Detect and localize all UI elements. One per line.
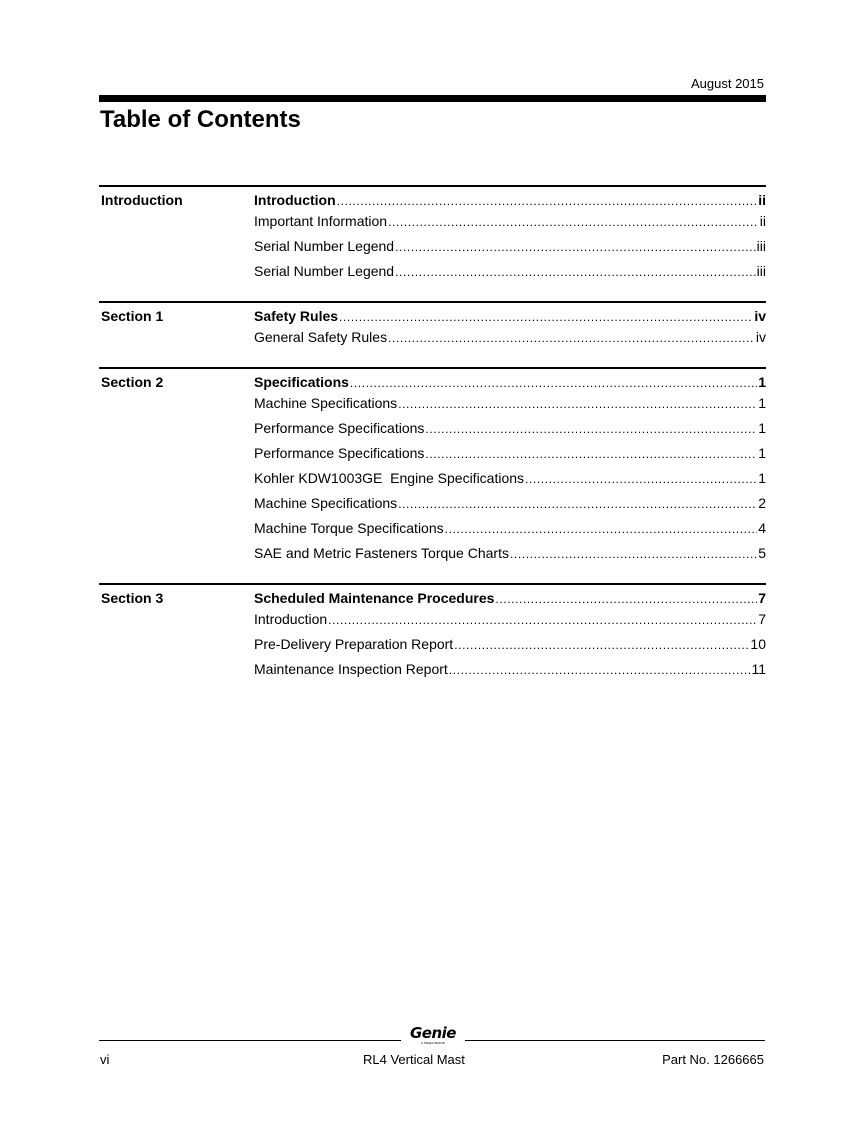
toc-entry[interactable] [254,635,766,660]
toc-entry-title: Machine Specifications [254,495,398,511]
section-label: Section 3 [101,590,164,606]
toc-entry-page: 4 [758,520,766,536]
dot-leader [398,394,757,414]
toc-entry[interactable] [254,494,766,519]
toc-section-introduction [99,185,766,287]
toc-section-1 [99,301,766,353]
toc-entry-page: ii [759,213,766,229]
section-label: Section 1 [101,308,164,324]
toc-entry-title: Kohler KDW1003GE Engine Specifications [254,470,525,486]
dot-leader [525,469,757,489]
toc-entry[interactable] [254,589,766,610]
section-entries [254,369,766,569]
section-entries [254,187,766,287]
page-title: Table of Contents [100,106,301,133]
toc-entry-title: Performance Specifications [254,445,425,461]
toc-entry-page: iv [755,329,766,345]
dot-leader [425,444,757,464]
toc-entry[interactable] [254,394,766,419]
toc-entry-title: Scheduled Maintenance Procedures [254,590,495,606]
toc-entry-page: 7 [758,611,766,627]
logo-text: Genie [410,1024,456,1042]
dot-leader [445,519,758,539]
toc-entry-title: Serial Number Legend [254,263,395,279]
dot-leader [388,328,755,348]
dot-leader [395,262,756,282]
toc-entry-title: SAE and Metric Fasteners Torque Charts [254,545,509,561]
toc-entry-page: 1 [758,420,766,436]
toc-entry-title: General Safety Rules [254,329,388,345]
toc-entry-title: Safety Rules [254,308,339,324]
toc-entry[interactable] [254,237,766,262]
toc-entry-page: 7 [758,590,766,606]
toc-entry[interactable] [254,262,766,287]
toc-entry-title: Performance Specifications [254,420,425,436]
dot-leader [449,660,751,680]
toc-entry[interactable] [254,328,766,353]
dot-leader [395,237,756,257]
toc-entry[interactable] [254,660,766,685]
toc-entry-page: 10 [750,636,766,652]
toc-entry-page: 1 [758,395,766,411]
footer-rule [99,1040,401,1041]
footer-rule [465,1040,765,1041]
toc-entry[interactable] [254,212,766,237]
toc-entry-title: Important Information [254,213,388,229]
toc-entry[interactable] [254,519,766,544]
dot-leader [388,212,759,232]
dot-leader [328,610,757,630]
toc-entry-title: Maintenance Inspection Report [254,661,448,677]
toc-entry[interactable] [254,191,766,212]
toc-entry[interactable] [254,307,766,328]
section-label: Introduction [101,192,183,208]
toc-entry-page: 5 [758,545,766,561]
top-rule [99,95,766,102]
genie-logo [406,1026,460,1045]
toc-entry-title: Specifications [254,374,349,390]
toc-entry[interactable] [254,544,766,569]
toc-entry-page: 1 [758,470,766,486]
dot-leader [495,589,757,609]
toc-entry-title: Introduction [254,192,336,208]
dot-leader [398,494,757,514]
toc-entry-page: 1 [758,374,766,390]
toc-entry-page: iv [754,308,766,324]
header-date: August 2015 [690,76,764,91]
dot-leader [454,635,749,655]
toc-entry[interactable] [254,419,766,444]
footer-page-number: vi [100,1052,110,1067]
section-label: Section 2 [101,374,164,390]
toc-entry-page: 2 [758,495,766,511]
toc-entry-page: 1 [758,445,766,461]
toc-entry-page: ii [758,192,766,208]
toc-entry-title: Serial Number Legend [254,238,395,254]
toc-entry-title: Introduction [254,611,328,627]
table-of-contents [99,185,766,699]
toc-entry-page: 11 [751,661,766,677]
toc-entry-title: Machine Specifications [254,395,398,411]
footer-document-name: RL4 Vertical Mast [363,1052,465,1067]
toc-entry[interactable] [254,444,766,469]
toc-entry[interactable] [254,373,766,394]
toc-entry[interactable] [254,610,766,635]
toc-entry-title: Machine Torque Specifications [254,520,444,536]
toc-section-2 [99,367,766,569]
toc-entry-title: Pre-Delivery Preparation Report [254,636,454,652]
toc-section-3 [99,583,766,685]
dot-leader [337,191,758,211]
footer-part-number: Part No. 1266665 [662,1052,764,1067]
section-entries [254,585,766,685]
dot-leader [425,419,757,439]
toc-entry[interactable] [254,469,766,494]
toc-entry-page: iii [756,263,766,279]
logo-subtext: A TEREX BRAND [421,1041,445,1045]
dot-leader [350,373,757,393]
dot-leader [339,307,753,327]
section-entries [254,303,766,353]
dot-leader [510,544,757,564]
toc-entry-page: iii [756,238,766,254]
